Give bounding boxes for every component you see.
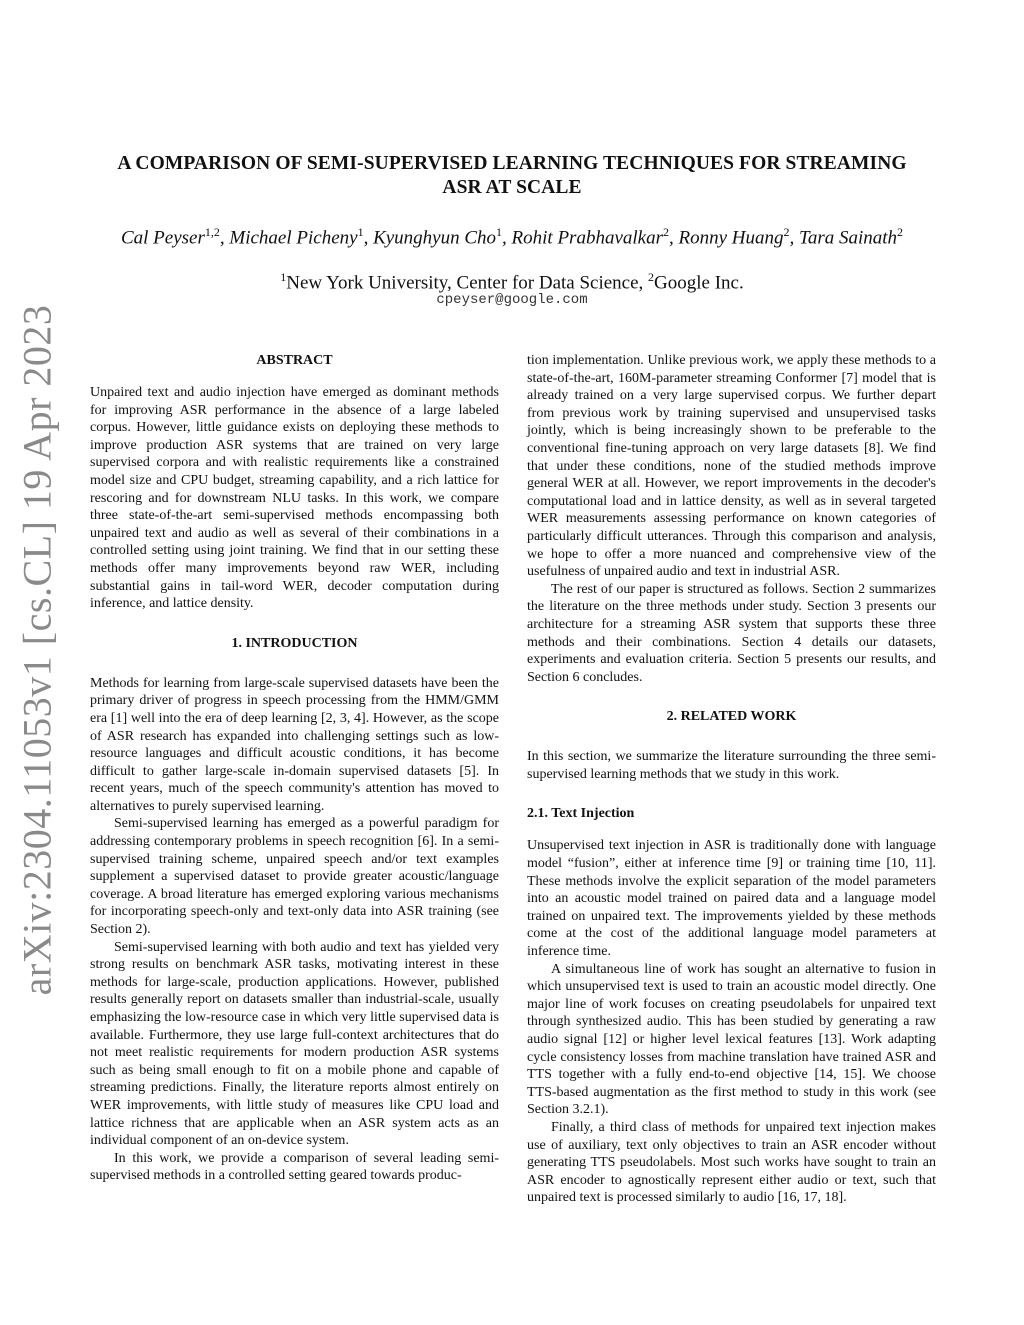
affiliation-2: Google Inc.: [654, 272, 744, 294]
text-injection-paragraph: Unsupervised text injection in ASR is traditionally done with language model “fusion”, either at inference time [9] or training time [10, 11]. These methods involve the explicit separation of the model parameters into an acoustic model trained on paired data and a language model trained on unpaired text. The improvements yielded by these methods come at the cost of the additional language model parameters at inference time.: [527, 838, 936, 960]
intro-paragraph: In this work, we provide a comparison of several leading semi-supervised methods in a controlled setting geared towards produc-: [90, 1150, 499, 1184]
author-name: Kyunghyun Cho: [373, 227, 497, 249]
paper-title: [80, 152, 944, 200]
abstract-heading: ABSTRACT: [256, 353, 333, 368]
text-injection-paragraph: A simultaneous line of work has sought an alternative to fusion in which unsupervised text is used to train an acoustic model directly. One major line of work focuses on creating pseudolabels for unpaired text through synthesized audio. This has been studied by generating a raw audio signal [12] or higher level lexical features [13]. Work adapting cycle consistency losses from machine translation have trained ASR and TTS together with a fully end-to-end objective [14, 15]. We choose TTS-based augmentation as the first method to study in this work (see Section 3.2.1).: [527, 961, 936, 1118]
right-column: [527, 352, 936, 1207]
intro-paragraph: Semi-supervised learning with both audio and text has yielded very strong results on benchmark ASR tasks, motivating interest in these methods for large-scale, production applications. However, published results generally report on datasets smaller than industrial-scale, usually emphasizing the low-resource case in which very little supervised data is available. Furthermore, they use large full-context architectures that do not meet realistic requirements for modern production ASR systems such as being small enough to fit on a mobile phone and capable of streaming predictions. Finally, the literature reports almost entirely on WER improvements, with little study of measures like CPU load and lattice richness that are applicable when an ASR system acts as an individual component of an on-device system.: [90, 939, 499, 1149]
author-list: Cal Peyser$^{1,2}$, Michael Picheny$^1$, Kyunghyun Cho$^1$, Rohit Prabhavalkar$^2$, Ronny Huang$^2$, Tara Sainath$^2$: [120, 225, 904, 249]
affiliation-mark: 1: [280, 270, 287, 284]
title-line-2: ASR AT SCALE: [442, 177, 582, 198]
author-name: Tara Sainath: [799, 227, 898, 249]
intro-continued-paragraph: tion implementation. Unlike previous work, we apply these methods to a state-of-the-art, 160M-parameter streaming Conformer [7] model that is already trained on a very large supervised corpus. We further depart from previous work by training supervised and unsupervised tasks jointly, which is being increasingly shown to be preferable to the conventional fine-tuning approach on very large datasets [8]. We find that under these conditions, none of the studied methods improve general WER at all. However, we report improvements in the decoder's computational load and in lattice density, as well as in several targeted WER measurements assessing performance on known categories of particularly difficult utterances. Through this comparison and analysis, we hope to offer a more nuanced and comprehensive view of the usefulness of unpaired audio and text in industrial ASR.: [527, 353, 936, 580]
related-work-intro: In this section, we summarize the literature surrounding the three semi-supervised learning methods that we study in this work.: [527, 749, 936, 782]
author-affiliation-mark: 1: [357, 225, 364, 239]
text-injection-paragraph: Finally, a third class of methods for unpaired text injection makes use of auxiliary, text only objectives to train an ASR encoder without generating TTS pseudolabels. Most such works have sought to train an ASR encoder to agnostically represent either audio or text, such that unpaired text is processed similarly to audio [16, 17, 18].: [527, 1119, 936, 1206]
author-affiliation-mark: 2: [897, 225, 904, 239]
arxiv-stamp-text: arXiv:2304.11053v1 [cs.CL] 19 Apr 2023: [14, 304, 60, 996]
left-column: [90, 352, 499, 1185]
author-affiliation-mark: 1: [496, 225, 503, 239]
introduction-heading: 1. INTRODUCTION: [231, 635, 358, 651]
author-name: Rohit Prabhavalkar: [511, 227, 663, 249]
author-name: Cal Peyser: [120, 227, 205, 249]
affiliation-1: New York University, Center for Data Science,: [286, 272, 649, 294]
title-line-1: A COMPARISON OF SEMI-SUPERVISED LEARNING TECHNIQUES FOR STREAMING: [117, 153, 907, 174]
author-affiliation-mark: 2: [783, 225, 790, 239]
author-name: Ronny Huang: [678, 227, 784, 249]
author-affiliation-mark: 2: [662, 225, 669, 239]
author-name: Michael Picheny: [229, 227, 358, 249]
intro-paragraph: Methods for learning from large-scale supervised datasets have been the primary driver of progress in speech processing from the HMM/GMM era [1] well into the era of deep learning [2, 3, 4]. However, as the scope of ASR research has expanded into challenging settings such as low-resource languages and difficult acoustic conditions, it has become difficult to gather large-scale in-domain supervised datasets [5]. In recent years, much of the speech community's attention has moved to alternatives to purely supervised learning.: [90, 675, 499, 814]
author-affiliation-mark: 1,2: [204, 225, 220, 239]
author-email: cpeyser@google.com: [436, 292, 588, 308]
arxiv-stamp: [6, 304, 68, 996]
intro-continued-paragraph: The rest of our paper is structured as follows. Section 2 summarizes the literature on the three methods under study. Section 3 presents our architecture for a streaming ASR system that supports these three methods and their combinations. Section 4 details our datasets, experiments and evaluation criteria. Section 5 presents our results, and Section 6 concludes.: [527, 581, 936, 685]
related-work-heading: 2. RELATED WORK: [666, 709, 797, 725]
text-injection-heading: 2.1. Text Injection: [527, 806, 635, 822]
intro-paragraph: Semi-supervised learning has emerged as a powerful paradigm for addressing contemporary problems in speech recognition [6]. In a semi-supervised training scheme, unpaired speech and/or text examples supplement a supervised dataset to provide greater acoustic/language coverage. A broad literature has emerged exploring various mechanisms for incorporating speech-only and text-only data into ASR training (see Section 2).: [90, 816, 499, 938]
affiliation-mark: 2: [648, 270, 655, 284]
abstract-text: Unpaired text and audio injection have emerged as dominant methods for improving ASR performance in the absence of a large labeled corpus. However, little guidance exists on deploying these methods to improve production ASR systems that are trained on very large supervised corpora and with realistic requirements like a constrained model size and CPU budget, streaming capability, and a rich lattice for rescoring and for downstream NLU tasks. In this work, we compare three state-of-the-art semi-supervised methods encompassing both unpaired text and audio as well as several of their combinations in a controlled setting using joint training. We find that in our setting these methods offer many improvements beyond raw WER, including substantial gains in tail-word WER, decoder computation during inference, and lattice density.: [90, 385, 499, 612]
